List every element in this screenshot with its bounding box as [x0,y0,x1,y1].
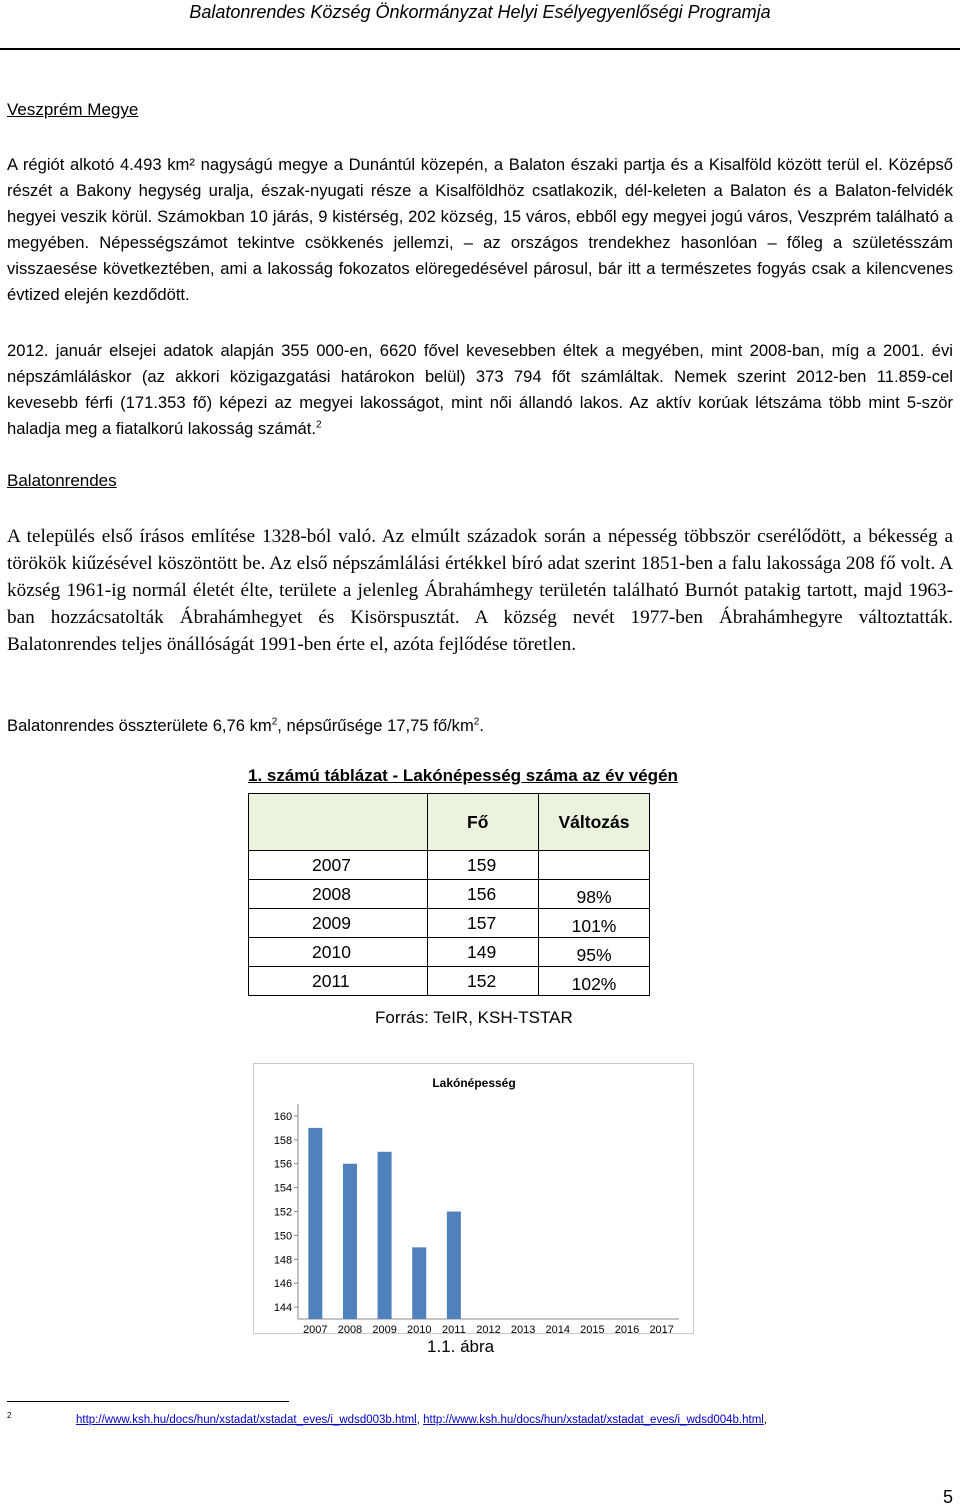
table-header-row [249,794,650,851]
table-cell [539,851,650,880]
table-row [249,938,650,967]
chart-svg [254,1064,693,1333]
header-title: Balatonrendes Község Önkormányzat Helyi Esélyegyenlőségi Programja [189,2,771,22]
chart-title: Lakónépesség [432,1076,516,1090]
area-end: . [479,716,484,735]
chart-bar [308,1128,322,1319]
density-superscript: 2 [473,716,480,728]
density-text: , népsűrűsége 17,75 fő/km [277,716,474,735]
y-tick-label: 150 [273,1230,293,1243]
table-cell: 101% [539,909,650,938]
population-chart [253,1063,694,1334]
x-tick-label: 2008 [337,1324,363,1333]
y-tick-label: 158 [273,1134,293,1147]
chart-bars [308,1128,461,1319]
page-header [0,0,960,50]
x-tick-label: 2010 [406,1324,432,1333]
section-heading-balatonrendes: Balatonrendes [7,471,117,490]
table-source: Forrás: TeIR, KSH-TSTAR [375,1008,573,1027]
paragraph-village-area [7,713,953,739]
table-header-cell: Fő [428,794,539,851]
y-tick-label: 152 [273,1206,293,1219]
table-cell: 157 [428,909,539,938]
x-tick-label: 2013 [510,1324,536,1333]
section-heading-veszprem: Veszprém Megye [7,100,139,119]
table-header-cell: Változás [539,794,650,851]
chart-bar [378,1152,392,1319]
table-row [249,851,650,880]
footnote-separator [7,1401,289,1402]
table-cell: 156 [428,880,539,909]
y-tick-label: 154 [273,1182,293,1195]
chart-axes [274,1104,679,1333]
y-tick-label: 156 [273,1158,293,1171]
y-tick-label: 148 [273,1254,293,1267]
table-cell: 2007 [249,851,428,880]
area-text: Balatonrendes összterülete 6,76 km [7,716,272,735]
x-tick-label: 2012 [476,1324,501,1333]
table-cell: 2011 [249,967,428,996]
figure-caption: 1.1. ábra [427,1337,495,1356]
y-tick-label: 146 [273,1278,293,1291]
table-cell: 102% [539,967,650,996]
x-tick-label: 2017 [649,1324,674,1333]
table-cell: 95% [539,938,650,967]
x-tick-label: 2007 [303,1324,328,1333]
x-tick-label: 2016 [614,1324,640,1333]
paragraph-county-population [7,338,953,442]
footnote [7,1411,767,1426]
area-superscript: 2 [271,716,278,728]
chart-bar [412,1247,426,1319]
table-cell: 152 [428,967,539,996]
table-cell: 2008 [249,880,428,909]
x-tick-label: 2009 [372,1324,397,1333]
footnote-link-2[interactable]: http://www.ksh.hu/docs/hun/xstadat/xstadat_eves/i_wdsd004b.html [423,1413,764,1426]
table-cell: 149 [428,938,539,967]
chart-bar [343,1164,357,1319]
table-row [249,909,650,938]
footnote-tail: , [763,1413,768,1426]
x-tick-label: 2011 [442,1324,466,1333]
footnote-ref: 2 [316,419,322,431]
paragraph-village-history: A település első írásos említése 1328-ból való. Az elmúlt századok során a népesség többször cserélődött, a békesség a törökök kiűzésével köszöntött be. Az első népszámlálási értékkel bíró adat szerint 1851-ben a falu lakossága 208 fő volt. A község 1961-ig normál életét élte, területe a jelenleg Ábrahámhegy területén található Burnót patakig tartott, majd 1963-ban hozzácsatolták Ábrahámhegyet és Kisörspusztát. A község nevét 1977-ben Ábrahámhegyre változtatták. Balatonrendes teljes önállóságát 1991-ben érte el, azóta fejlődése töretlen. [7,526,953,655]
table-cell: 2009 [249,909,428,938]
page-number: 5 [942,1487,953,1507]
population-table [248,793,650,996]
footnote-link-1[interactable]: http://www.ksh.hu/docs/hun/xstadat/xstadat_eves/i_wdsd003b.html [76,1413,417,1426]
chart-bar [447,1212,461,1320]
x-tick-label: 2015 [580,1324,605,1333]
table-cell: 98% [539,880,650,909]
x-tick-label: 2014 [545,1324,571,1333]
y-tick-label: 144 [273,1302,293,1315]
table-header-cell [249,794,428,851]
y-tick-label: 160 [273,1110,293,1123]
table-cell: 2010 [249,938,428,967]
footnote-separator-text: , [416,1413,424,1426]
table-row [249,880,650,909]
table-caption: 1. számú táblázat - Lakónépesség száma az év végén [248,766,678,785]
table-cell: 159 [428,851,539,880]
footnote-mark: 2 [7,1411,12,1420]
paragraph-county-intro: A régiót alkotó 4.493 km² nagyságú megye a Dunántúl közepén, a Balaton északi partja és a Kisalföld között terül el. Középső részét a Bakony hegység uralja, észak-nyugati része a Kisalföldhöz csatlakozik, dél-keleten a Balaton és a Balaton-felvidék hegyei veszik körül. Számokban 10 járás, 9 kistérség, 202 község, 15 város, ebből egy megyei jogú város, Veszprém található a megyében. Népességszámot tekintve csökkenés jellemzi, – az országos trendekhez hasonlóan – főleg a születésszám visszaesése következtében, ami a lakosság fokozatos elöregedésével párosul, bár itt a természetes fogyás csak a kilencvenes évtized elején kezdődött. [7,155,953,304]
paragraph-text: 2012. január elsejei adatok alapján 355 000-en, 6620 fővel kevesebben éltek a megyében, mint 2008-ban, míg a 2001. évi népszámláláskor (az akkori közigazgatási határokon belül) 373 794 főt számláltak. Nemek szerint 2012-ben 11.859-cel kevesebb férfi (171.353 fő) képezi az megyei lakosságot, mint női állandó lakos. Az aktív korúak létszáma több mint 5-ször haladja meg a fiatalkorú lakosság számát. [7,341,953,438]
table-row [249,967,650,996]
